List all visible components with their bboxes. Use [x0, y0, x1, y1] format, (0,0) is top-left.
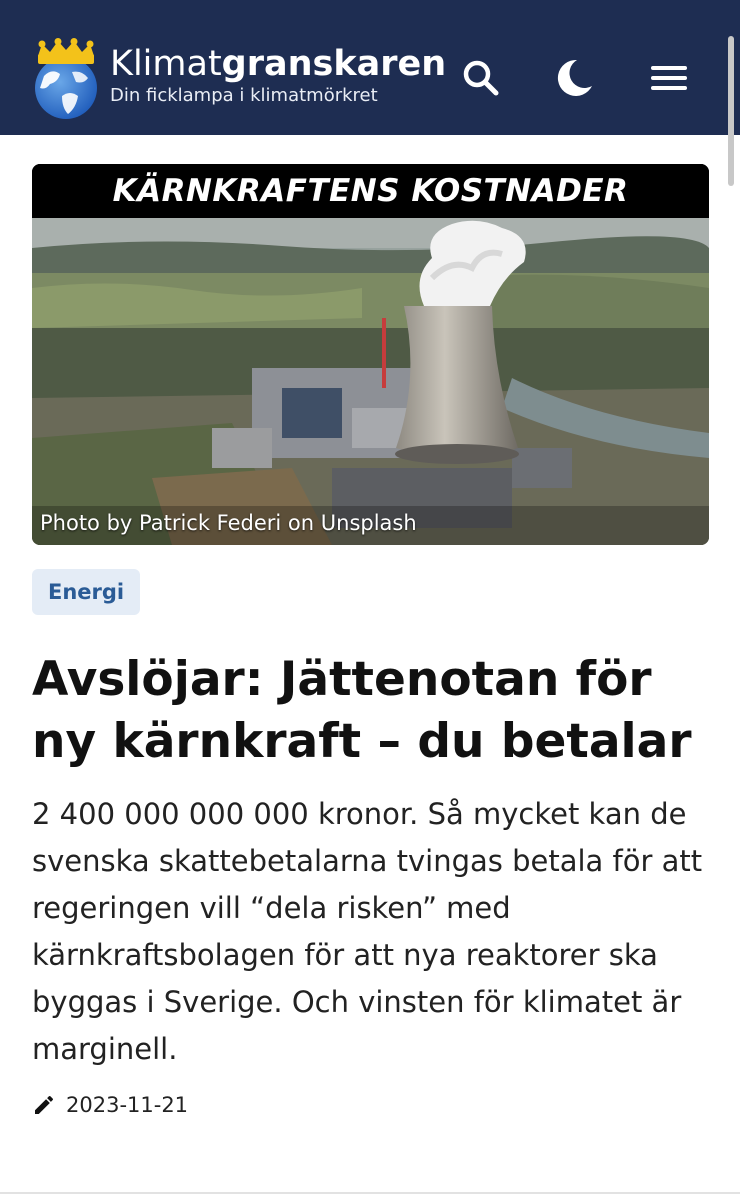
search-icon [461, 58, 501, 98]
menu-button[interactable] [646, 55, 692, 101]
scrollbar[interactable] [728, 36, 734, 186]
site-tagline: Din ficklampa i klimatmörkret [110, 85, 378, 106]
hamburger-menu-icon [649, 61, 689, 95]
photo-credit: Photo by Patrick Federi on Unsplash [40, 511, 417, 535]
brand-light: Klimat [110, 44, 222, 84]
site-header [0, 0, 740, 135]
site-title[interactable] [110, 44, 446, 84]
article-lead: 2 400 000 000 000 kronor. Så mycket kan de svenska skattebetalarna tvingas betala för att regeringen vill “dela risken” med kärnkraftsbolagen för att nya reaktorer ska byggas i Sverige. Och vinsten för klimatet är marginell. [32, 797, 703, 1066]
pencil-icon [32, 1093, 56, 1117]
brand-bold: granskaren [221, 44, 447, 84]
hero-banner-title: KÄRNKRAFTENS KOSTNADER [32, 164, 709, 218]
search-button[interactable] [458, 55, 504, 101]
brand[interactable] [110, 44, 446, 108]
dark-mode-toggle[interactable] [551, 55, 597, 101]
divider [0, 1192, 740, 1194]
hero-image[interactable] [32, 164, 709, 545]
category-tag[interactable]: Energi [32, 569, 140, 615]
article-date: 2023-11-21 [66, 1093, 189, 1117]
moon-icon [552, 56, 596, 100]
article-headline[interactable]: Avslöjar: Jättenotan för ny kärnkraft – du betalar [32, 652, 692, 769]
nuclear-plant-photo [32, 218, 709, 545]
logo-globe-crown-icon[interactable] [32, 38, 100, 120]
article-date-row [32, 1093, 188, 1117]
